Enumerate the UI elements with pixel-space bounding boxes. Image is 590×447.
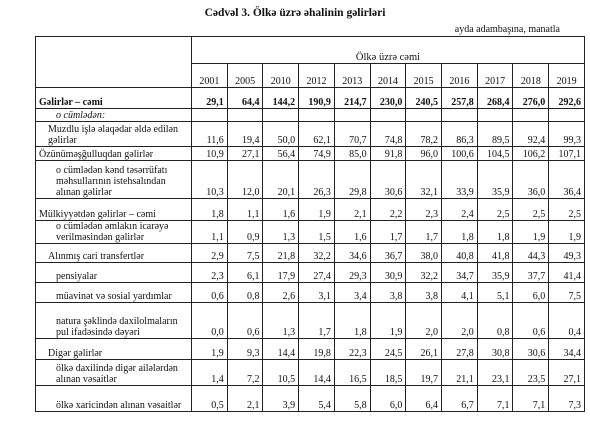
value-cell: 3,4 <box>334 283 370 303</box>
row-label: natura şəklində daxilolmaların pul ifadəsində dəyəri <box>36 303 192 339</box>
value-cell: 2,0 <box>406 303 442 339</box>
value-cell: 2,1 <box>227 386 263 412</box>
row-label: Özünüməşğulluqdan gəlirlər <box>36 147 192 161</box>
table-row <box>36 386 585 412</box>
value-cell: 17,9 <box>263 263 299 283</box>
value-cell: 30,6 <box>370 161 406 199</box>
value-cell: 19,7 <box>406 360 442 386</box>
value-cell: 9,3 <box>227 339 263 360</box>
value-cell: 0,8 <box>227 283 263 303</box>
value-cell: 1,8 <box>192 199 228 221</box>
value-cell: 2,3 <box>192 263 228 283</box>
value-cell <box>299 109 335 122</box>
value-cell: 21,8 <box>263 244 299 263</box>
value-cell: 35,9 <box>477 161 513 199</box>
value-cell: 2,0 <box>442 303 478 339</box>
value-cell: 7,1 <box>477 386 513 412</box>
row-label: Gəlirlər – cəmi <box>36 88 192 109</box>
year-header: 2012 <box>299 64 335 88</box>
value-cell: 1,6 <box>263 199 299 221</box>
value-cell: 10,9 <box>192 147 228 161</box>
value-cell: 1,9 <box>513 221 549 244</box>
value-cell: 44,3 <box>513 244 549 263</box>
value-cell: 21,1 <box>442 360 478 386</box>
value-cell: 0,4 <box>549 303 585 339</box>
value-cell: 41,8 <box>477 244 513 263</box>
value-cell: 4,1 <box>442 283 478 303</box>
value-cell: 30,9 <box>370 263 406 283</box>
table-row <box>36 109 585 122</box>
value-cell: 26,3 <box>299 161 335 199</box>
value-cell: 100,6 <box>442 147 478 161</box>
value-cell: 78,2 <box>406 122 442 147</box>
value-cell: 85,0 <box>334 147 370 161</box>
table-row <box>36 147 585 161</box>
value-cell: 27,1 <box>549 360 585 386</box>
value-cell: 49,3 <box>549 244 585 263</box>
value-cell: 64,4 <box>227 88 263 109</box>
value-cell: 3,8 <box>370 283 406 303</box>
income-table <box>35 36 585 412</box>
value-cell: 30,6 <box>513 339 549 360</box>
row-label: Alınmış cari transfertlər <box>36 244 192 263</box>
value-cell: 6,7 <box>442 386 478 412</box>
value-cell: 1,9 <box>299 199 335 221</box>
value-cell: 50,0 <box>263 122 299 147</box>
value-cell: 1,3 <box>263 221 299 244</box>
value-cell: 1,5 <box>299 221 335 244</box>
row-label: o cümlədən əmlakın icarəyə verilməsindən gəlirlər <box>36 221 192 244</box>
value-cell: 268,4 <box>477 88 513 109</box>
value-cell: 5,4 <box>299 386 335 412</box>
value-cell <box>334 109 370 122</box>
table-row <box>36 199 585 221</box>
row-label-header <box>36 37 192 88</box>
value-cell: 5,1 <box>477 283 513 303</box>
value-cell <box>263 109 299 122</box>
value-cell: 26,1 <box>406 339 442 360</box>
value-cell: 2,4 <box>442 199 478 221</box>
value-cell: 240,5 <box>406 88 442 109</box>
value-cell: 14,4 <box>299 360 335 386</box>
value-cell: 1,7 <box>370 221 406 244</box>
table-row <box>36 122 585 147</box>
value-cell <box>513 109 549 122</box>
year-header: 2016 <box>442 64 478 88</box>
value-cell: 19,4 <box>227 122 263 147</box>
value-cell: 23,5 <box>513 360 549 386</box>
value-cell: 92,4 <box>513 122 549 147</box>
table-row <box>36 283 585 303</box>
row-label: o cümlədən: <box>36 109 192 122</box>
row-label: o cümlədən kənd təsərrüfatı məhsullarının istehsalından alınan gəlirlər <box>36 161 192 199</box>
value-cell: 230,0 <box>370 88 406 109</box>
value-cell: 6,0 <box>513 283 549 303</box>
value-cell: 62,1 <box>299 122 335 147</box>
value-cell: 2,2 <box>370 199 406 221</box>
value-cell: 6,0 <box>370 386 406 412</box>
table-row <box>36 360 585 386</box>
value-cell: 86,3 <box>442 122 478 147</box>
value-cell: 56,4 <box>263 147 299 161</box>
value-cell: 0,6 <box>192 283 228 303</box>
row-label: Mülkiyyətdən gəlirlər – cəmi <box>36 199 192 221</box>
value-cell: 0,6 <box>513 303 549 339</box>
value-cell <box>192 109 228 122</box>
year-header: 2010 <box>263 64 299 88</box>
value-cell: 14,4 <box>263 339 299 360</box>
value-cell: 2,5 <box>513 199 549 221</box>
value-cell: 36,4 <box>549 161 585 199</box>
value-cell: 2,1 <box>334 199 370 221</box>
value-cell: 29,3 <box>334 263 370 283</box>
value-cell: 30,8 <box>477 339 513 360</box>
value-cell: 24,5 <box>370 339 406 360</box>
value-cell: 38,0 <box>406 244 442 263</box>
value-cell: 91,8 <box>370 147 406 161</box>
value-cell: 3,9 <box>263 386 299 412</box>
value-cell: 34,4 <box>549 339 585 360</box>
value-cell: 0,9 <box>227 221 263 244</box>
value-cell: 37,7 <box>513 263 549 283</box>
value-cell: 1,1 <box>227 199 263 221</box>
value-cell: 32,1 <box>406 161 442 199</box>
value-cell: 1,3 <box>263 303 299 339</box>
value-cell <box>442 109 478 122</box>
row-label: Digər gəlirlər <box>36 339 192 360</box>
value-cell: 1,9 <box>192 339 228 360</box>
year-header: 2015 <box>406 64 442 88</box>
value-cell: 27,1 <box>227 147 263 161</box>
value-cell: 7,3 <box>549 386 585 412</box>
value-cell: 10,5 <box>263 360 299 386</box>
value-cell: 10,3 <box>192 161 228 199</box>
year-header: 2005 <box>227 64 263 88</box>
value-cell: 27,4 <box>299 263 335 283</box>
value-cell <box>227 109 263 122</box>
value-cell: 1,8 <box>442 221 478 244</box>
year-header: 2018 <box>513 64 549 88</box>
value-cell: 16,5 <box>334 360 370 386</box>
value-cell: 34,7 <box>442 263 478 283</box>
value-cell: 106,2 <box>513 147 549 161</box>
row-label: ölkə xaricindən alınan vəsaitlər <box>36 386 192 412</box>
row-label: pensiyalar <box>36 263 192 283</box>
table-row <box>36 339 585 360</box>
value-cell: 11,6 <box>192 122 228 147</box>
value-cell: 1,4 <box>192 360 228 386</box>
value-cell: 7,5 <box>549 283 585 303</box>
value-cell: 3,1 <box>299 283 335 303</box>
value-cell: 22,3 <box>334 339 370 360</box>
value-cell: 96,0 <box>406 147 442 161</box>
value-cell: 19,8 <box>299 339 335 360</box>
value-cell <box>549 109 585 122</box>
value-cell: 2,9 <box>192 244 228 263</box>
value-cell: 18,5 <box>370 360 406 386</box>
value-cell: 2,5 <box>477 199 513 221</box>
value-cell <box>370 109 406 122</box>
value-cell: 144,2 <box>263 88 299 109</box>
value-cell: 99,3 <box>549 122 585 147</box>
table-row <box>36 244 585 263</box>
value-cell: 41,4 <box>549 263 585 283</box>
table-row <box>36 303 585 339</box>
row-label: Muzdlu işlə əlaqədar əldə edilən gəlirlər <box>36 122 192 147</box>
value-cell: 292,6 <box>549 88 585 109</box>
row-label: müavinət və sosial yardımlar <box>36 283 192 303</box>
value-cell: 89,5 <box>477 122 513 147</box>
row-label: ölkə daxilində digər ailələrdən alınan vəsaitlər <box>36 360 192 386</box>
value-cell: 7,5 <box>227 244 263 263</box>
value-cell: 27,8 <box>442 339 478 360</box>
year-header: 2014 <box>370 64 406 88</box>
value-cell: 2,3 <box>406 199 442 221</box>
year-header: 2019 <box>549 64 585 88</box>
value-cell: 1,6 <box>334 221 370 244</box>
table-row <box>36 263 585 283</box>
table-row <box>36 88 585 109</box>
year-header: 2001 <box>192 64 228 88</box>
value-cell: 35,9 <box>477 263 513 283</box>
group-header: Ölkə üzrə cəmi <box>192 37 585 64</box>
value-cell: 0,0 <box>192 303 228 339</box>
value-cell: 0,6 <box>227 303 263 339</box>
value-cell: 1,9 <box>370 303 406 339</box>
value-cell: 1,7 <box>406 221 442 244</box>
year-header: 2017 <box>477 64 513 88</box>
value-cell: 214,7 <box>334 88 370 109</box>
value-cell: 40,8 <box>442 244 478 263</box>
value-cell: 257,8 <box>442 88 478 109</box>
value-cell: 20,1 <box>263 161 299 199</box>
value-cell: 1,8 <box>477 221 513 244</box>
value-cell: 33,9 <box>442 161 478 199</box>
value-cell: 32,2 <box>299 244 335 263</box>
value-cell: 32,2 <box>406 263 442 283</box>
value-cell: 70,7 <box>334 122 370 147</box>
value-cell: 6,1 <box>227 263 263 283</box>
value-cell: 3,8 <box>406 283 442 303</box>
value-cell: 6,4 <box>406 386 442 412</box>
value-cell: 1,8 <box>334 303 370 339</box>
value-cell: 23,1 <box>477 360 513 386</box>
value-cell: 1,1 <box>192 221 228 244</box>
value-cell: 74,8 <box>370 122 406 147</box>
value-cell: 1,9 <box>549 221 585 244</box>
table-title: Cədvəl 3. Ölkə üzrə əhalinin gəlirləri <box>204 7 386 19</box>
value-cell: 104,5 <box>477 147 513 161</box>
value-cell: 5,8 <box>334 386 370 412</box>
value-cell: 12,0 <box>227 161 263 199</box>
value-cell: 7,1 <box>513 386 549 412</box>
year-header: 2013 <box>334 64 370 88</box>
value-cell <box>406 109 442 122</box>
value-cell: 276,0 <box>513 88 549 109</box>
value-cell: 2,5 <box>549 199 585 221</box>
table-body <box>36 88 585 412</box>
value-cell: 74,9 <box>299 147 335 161</box>
value-cell: 2,6 <box>263 283 299 303</box>
value-cell: 36,7 <box>370 244 406 263</box>
table-row <box>36 221 585 244</box>
value-cell: 0,5 <box>192 386 228 412</box>
value-cell: 107,1 <box>549 147 585 161</box>
value-cell: 29,8 <box>334 161 370 199</box>
value-cell <box>477 109 513 122</box>
value-cell: 0,8 <box>477 303 513 339</box>
table-row <box>36 161 585 199</box>
value-cell: 36,0 <box>513 161 549 199</box>
value-cell: 1,7 <box>299 303 335 339</box>
value-cell: 7,2 <box>227 360 263 386</box>
value-cell: 34,6 <box>334 244 370 263</box>
unit-note: ayda adambaşına, manatla <box>454 24 560 35</box>
value-cell: 190,9 <box>299 88 335 109</box>
value-cell: 29,1 <box>192 88 228 109</box>
